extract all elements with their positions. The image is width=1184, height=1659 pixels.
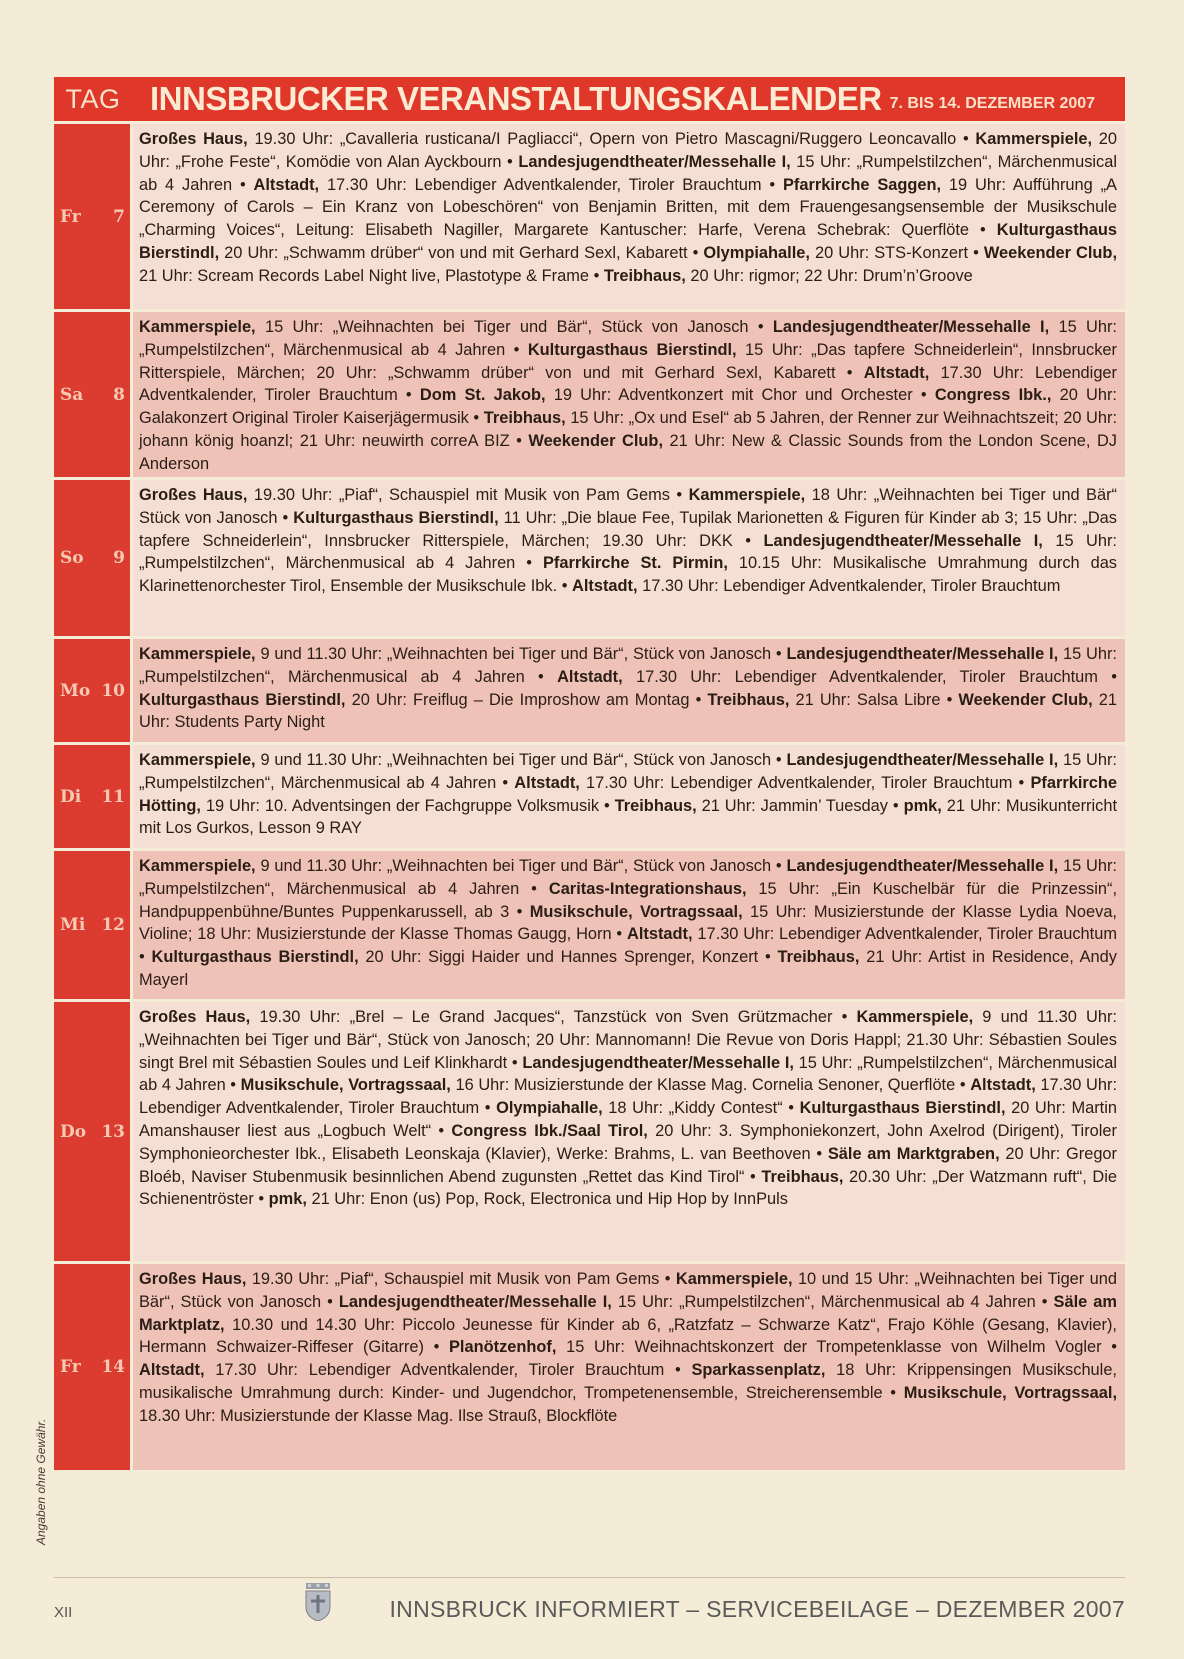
venue-name: Pfarrkirche Hötting, (139, 773, 1117, 815)
day-events (133, 639, 1125, 742)
day-number: 13 (101, 1121, 125, 1142)
event-details: 19 Uhr: Adventkonzert mit Chor und Orchester • (545, 386, 935, 405)
day-number: 8 (113, 384, 125, 405)
day-abbreviation: Di (60, 786, 82, 807)
day-number: 11 (101, 786, 125, 807)
event-details: 15 Uhr: Musizierstunde der Klasse Lydia Noeva, Violine; 18 Uhr: Musizierstunde der Klasse Thomas Gaugg, Horn • (139, 902, 1117, 944)
venue-name: pmk, (268, 1190, 307, 1209)
day-cell (54, 851, 130, 999)
day-row (54, 851, 1125, 999)
disclaimer-note: Angaben ohne Gewähr. (34, 1418, 48, 1545)
venue-name: Altstadt, (253, 175, 320, 194)
venue-name: Dom St. Jakob, (419, 386, 546, 405)
event-details: 19.30 Uhr: „Piaf“, Schauspiel mit Musik von Pam Gems • (247, 486, 689, 504)
venue-name: Kammerspiele, (688, 486, 806, 504)
event-details: 21 Uhr: Artist in Residence, Andy Mayerl (139, 948, 1117, 989)
venue-name: Kammerspiele, (975, 130, 1093, 148)
calendar-header (54, 77, 1125, 121)
event-details: 15 Uhr: „Weihnachten bei Tiger und Bär“, Stück von Janosch • (255, 318, 773, 336)
event-details: 15 Uhr: „Rumpelstilzchen“, Märchenmusical ab 4 Jahren • (139, 152, 1117, 194)
day-number: 9 (113, 548, 125, 568)
venue-name: Großes Haus, (139, 1008, 251, 1026)
venue-name: Kulturgasthaus Bierstindl, (527, 340, 737, 359)
event-details: 9 und 11.30 Uhr: „Weihnachten bei Tiger und Bär“, Stück von Janosch • (255, 751, 787, 769)
day-abbreviation: Fr (60, 1357, 81, 1377)
venue-name: Weekender Club, (528, 431, 663, 450)
event-details: 15 Uhr: „Rumpelstilzchen“, Märchenmusical ab 4 Jahren • (139, 645, 1117, 686)
venue-name: Treibhaus, (777, 948, 860, 967)
day-cell (54, 745, 130, 848)
day-row (54, 480, 1125, 636)
day-number: 7 (113, 206, 125, 227)
tag-column-label: TAG (65, 83, 121, 114)
venue-name: Altstadt, (572, 577, 638, 596)
venue-name: Kammerspiele, (139, 645, 256, 663)
venue-name: Musikschule, Vortragssaal, (903, 1383, 1118, 1402)
venue-name: Treibhaus, (761, 1167, 844, 1186)
venue-name: Kammerspiele, (675, 1270, 793, 1288)
event-details: 18 Uhr: Krippensingen Musikschule, musikalische Umrahmung durch: Kinder- und Jugendchor, Trompetenensemble, Streicherensemble • (139, 1361, 1117, 1402)
event-details: 17.30 Uhr: Lebendiger Adventkalender, Tiroler Brauchtum • (204, 1361, 692, 1380)
event-details: 20 Uhr: Martin Amanshauser liest aus „Logbuch Welt“ • (139, 1099, 1117, 1140)
venue-name: Sparkassenplatz, (691, 1361, 826, 1380)
day-cell (54, 1264, 130, 1470)
event-details: 17.30 Uhr: Lebendiger Adventkalender, Tiroler Brauchtum • (139, 1076, 1117, 1118)
city-crest-icon (303, 1583, 333, 1621)
day-number: 12 (101, 915, 125, 935)
event-details: 21 Uhr: Jammin’ Tuesday • (696, 796, 904, 815)
day-events (133, 745, 1125, 848)
venue-name: Landesjugendtheater/Messehalle I, (786, 645, 1059, 663)
event-details: 15 Uhr: „Rumpelstilzchen“, Märchenmusical ab 4 Jahren • (139, 531, 1117, 573)
venue-name: Kulturgasthaus Bierstindl, (139, 690, 346, 709)
venue-name: Treibhaus, (603, 266, 686, 285)
venue-name: Landesjugendtheater/Messehalle I, (786, 857, 1059, 875)
day-cell (54, 312, 130, 477)
venue-name: Pfarrkirche Saggen, (782, 175, 942, 194)
venue-name: Congress Ibk./Saal Tirol, (451, 1121, 648, 1140)
event-details: 11 Uhr: „Die blaue Fee, Tupilak Marionetten & Figuren für Kinder ab 3; 15 Uhr: „Das tapfere Schneiderlein“, Innsbrucker Ritterspiele, Märchen; 19.30 Uhr: DKK • (139, 508, 1117, 550)
day-cell (54, 124, 130, 309)
event-details: 17.30 Uhr: Lebendiger Adventkalender, Tiroler Brauchtum • (319, 175, 783, 194)
event-details: 20 Uhr: Siggi Haider und Hannes Sprenger, Konzert • (358, 948, 778, 967)
venue-name: Kulturgasthaus Bierstindl, (139, 221, 1117, 262)
event-details: 20 Uhr: rigmor; 22 Uhr: Drum’n’Groove (685, 266, 973, 285)
venue-name: Säle am Marktgraben, (827, 1144, 1000, 1163)
day-cell (54, 1002, 130, 1261)
event-details: 15 Uhr: „Das tapfere Schneiderlein“, Innsbrucker Ritterspiele, Märchen; 20 Uhr: „Schwamm drüber“ von und mit Gerhard Sexl, Kabarett • (139, 340, 1117, 382)
event-details: 10 und 15 Uhr: „Weihnachten bei Tiger und Bär“, Stück von Janosch • (139, 1270, 1117, 1311)
event-details: 9 und 11.30 Uhr: „Weihnachten bei Tiger und Bär“, Stück von Janosch • (255, 645, 787, 663)
day-abbreviation: Sa (60, 384, 84, 405)
event-details: 20 Uhr: Freiflug – Die Improshow am Montag • (345, 690, 708, 709)
day-row (54, 124, 1125, 309)
event-details: 19.30 Uhr: „Cavalleria rusticana/I Pagliacci“, Opern von Pietro Mascagni/Ruggero Leoncavallo • (247, 130, 976, 148)
venue-name: Treibhaus, (614, 796, 697, 815)
venue-name: Kulturgasthaus Bierstindl, (151, 948, 359, 967)
event-details: 15 Uhr: „Ox und Esel“ ab 5 Jahren, der Renner zur Weihnachtszeit; 20 Uhr: johann könig hoanzl; 21 Uhr: neuwirth correA BIZ • (139, 409, 1117, 450)
venue-name: Säle am Marktplatz, (139, 1292, 1117, 1334)
event-details: 20 Uhr: Galakonzert Original Tiroler Kaiserjägermusik • (139, 386, 1117, 428)
venue-name: Kammerspiele, (139, 318, 256, 336)
footer-divider (54, 1577, 1125, 1578)
event-details: 20 Uhr: 3. Symphoniekonzert, John Axelrod (Dirigent), Tiroler Symphonieorchester Ibk., Elisabeth Leonskaja (Klavier), Werke: Brahms, L. van Beethoven • (139, 1121, 1117, 1163)
event-details: 15 Uhr: „Rumpelstilzchen“, Märchenmusical ab 4 Jahren • (139, 318, 1117, 359)
venue-name: Caritas-Integrationshaus, (548, 879, 747, 898)
event-details: 19 Uhr: Aufführung „A Ceremony of Carols – Ein Kranz von Lobeschören“ von Benjamin Britten, mit dem Frauengesangsensemble der Musikschule „Charming Voices“, Leitung: Elisabeth Nagiller, Margarete Kantuscher: Harfe, Verena Schebrak: Querflöte • (139, 175, 1117, 240)
event-details: 18 Uhr: „Weihnachten bei Tiger und Bär“ Stück von Janosch • (139, 486, 1118, 527)
day-abbreviation: Fr (60, 206, 81, 227)
event-details: 15 Uhr: „Rumpelstilzchen“, Märchenmusical ab 4 Jahren • (139, 1053, 1117, 1095)
venue-name: Landesjugendtheater/Messehalle I, (518, 152, 791, 171)
event-details: 17.30 Uhr: Lebendiger Adventkalender, Tiroler Brauchtum • (622, 667, 1118, 686)
venue-name: Landesjugendtheater/Messehalle I, (338, 1292, 612, 1311)
venue-name: pmk, (903, 796, 942, 815)
event-details: 20 Uhr: STS-Konzert • (809, 243, 984, 262)
event-details: 16 Uhr: Musizierstunde der Klasse Mag. Cornelia Senoner, Querflöte • (450, 1076, 971, 1095)
page-number: XII (54, 1604, 73, 1621)
event-details: 15 Uhr: „Rumpelstilzchen“, Märchenmusical ab 4 Jahren • (139, 857, 1117, 898)
event-details: 21 Uhr: Scream Records Label Night live, Plastotype & Frame • (139, 266, 604, 285)
event-details: 15 Uhr: „Ein Kuschelbär für die Prinzessin“, Handpuppenbühne/Buntes Puppenkarussell, ab 3 • (139, 879, 1117, 921)
venue-name: Großes Haus, (139, 486, 248, 504)
event-details: 19.30 Uhr: „Piaf“, Schauspiel mit Musik von Pam Gems • (246, 1270, 676, 1288)
footer-publication-title: INNSBRUCK INFORMIERT – SERVICEBEILAGE – DEZEMBER 2007 (389, 1596, 1125, 1622)
venue-name: Großes Haus, (139, 130, 248, 148)
day-abbreviation: Do (60, 1121, 87, 1142)
day-row (54, 1002, 1125, 1261)
event-details: 17.30 Uhr: Lebendiger Adventkalender, Tiroler Brauchtum • (139, 363, 1118, 405)
venue-name: Landesjugendtheater/Messehalle I, (763, 531, 1043, 550)
calendar-title: INNSBRUCKER VERANSTALTUNGSKALENDER (150, 80, 882, 117)
calendar-date-range: 7. BIS 14. DEZEMBER 2007 (889, 94, 1096, 112)
event-details: 21 Uhr: New & Classic Sounds from the London Scene, DJ Anderson (139, 431, 1117, 473)
venue-name: Treibhaus, (707, 690, 790, 709)
venue-name: Olympiahalle, (703, 243, 810, 262)
venue-name: Altstadt, (139, 1361, 205, 1380)
event-details: 15 Uhr: „Rumpelstilzchen“, Märchenmusical ab 4 Jahren • (139, 751, 1117, 792)
event-details: 20 Uhr: Gregor Bloéb, Naviser Stubenmusik besinnlichen Abend zugunsten „Rettet das Kind Tirol“ • (139, 1144, 1118, 1186)
venue-name: Musikschule, Vortragssaal, (240, 1076, 451, 1095)
day-row (54, 1264, 1125, 1470)
event-details: 21 Uhr: Students Party Night (139, 690, 1117, 732)
event-details: 21 Uhr: Salsa Libre • (789, 690, 959, 709)
venue-name: Landesjugendtheater/Messehalle I, (772, 318, 1050, 336)
event-details: 21 Uhr: Musikunterricht mit Los Gurkos, Lesson 9 RAY (139, 796, 1117, 838)
day-events (133, 1264, 1125, 1470)
day-abbreviation: Mi (60, 915, 86, 935)
venue-name: Weekender Club, (958, 690, 1093, 709)
event-details: 17.30 Uhr: Lebendiger Adventkalender, Tiroler Brauchtum • (139, 925, 1117, 967)
venue-name: Kulturgasthaus Bierstindl, (293, 508, 499, 527)
event-details: 20.30 Uhr: „Der Watzmann ruft“, Die Schienentröster • (139, 1167, 1117, 1209)
day-number: 10 (101, 680, 125, 701)
day-events (133, 480, 1125, 636)
venue-name: Treibhaus, (483, 409, 566, 428)
day-row (54, 312, 1125, 477)
venue-name: Musikschule, Vortragssaal, (529, 902, 743, 921)
event-details: 10.30 und 14.30 Uhr: Piccolo Jeunesse für Kinder ab 6, „Ratzfatz – Schwarze Katz“, Frajo Köhle (Gesang, Klavier), Hermann Schwaizer-Riffeser (Gitarre) • (139, 1315, 1117, 1357)
day-events (133, 312, 1125, 477)
venue-name: Planötzenhof, (449, 1338, 557, 1357)
venue-name: Landesjugendtheater/Messehalle I, (786, 751, 1059, 769)
venue-name: Altstadt, (514, 773, 580, 792)
event-details: 17.30 Uhr: Lebendiger Adventkalender, Tiroler Brauchtum (637, 577, 1061, 596)
venue-name: Kulturgasthaus Bierstindl, (799, 1099, 1006, 1118)
event-details: 18.30 Uhr: Musizierstunde der Klasse Mag. Ilse Strauß, Blockflöte (139, 1406, 618, 1425)
event-details: 9 und 11.30 Uhr: „Weihnachten bei Tiger und Bär“, Stück von Janosch • (255, 857, 787, 875)
event-details: 18 Uhr: „Kiddy Contest“ • (602, 1099, 800, 1118)
venue-name: Kammerspiele, (139, 751, 256, 769)
venue-name: Altstadt, (970, 1076, 1036, 1095)
day-cell (54, 480, 130, 636)
venue-name: Altstadt, (557, 667, 623, 686)
event-details: 20 Uhr: „Frohe Feste“, Komödie von Alan Ayckbourn • (139, 130, 1117, 171)
event-details: 19 Uhr: 10. Adventsingen der Fachgruppe Volksmusik • (200, 796, 615, 815)
day-cell (54, 639, 130, 742)
day-events (133, 1002, 1125, 1261)
venue-name: Pfarrkirche St. Pirmin, (542, 554, 728, 573)
event-details: 20 Uhr: „Schwamm drüber“ von und mit Gerhard Sexl, Kabarett • (219, 243, 704, 262)
venue-name: Congress Ibk., (934, 386, 1052, 405)
day-events (133, 124, 1125, 309)
venue-name: Altstadt, (627, 925, 693, 944)
event-details: 9 und 11.30 Uhr: „Weihnachten bei Tiger und Bär“, Stück von Janosch; 20 Uhr: Mannomann! Die Revue von Doris Happl; 21.30 Uhr: Sébastien Soules singt Brel mit Sébastien Soules und Leif Klinkhardt • (139, 1008, 1117, 1072)
day-events (133, 851, 1125, 999)
venue-name: Großes Haus, (139, 1270, 247, 1288)
venue-name: Kammerspiele, (139, 857, 256, 875)
calendar-rows (54, 124, 1125, 1473)
day-row (54, 639, 1125, 742)
venue-name: Weekender Club, (983, 243, 1117, 262)
event-details: 15 Uhr: „Rumpelstilzchen“, Märchenmusical ab 4 Jahren • (611, 1292, 1054, 1311)
event-details: 10.15 Uhr: Musikalische Umrahmung durch das Klarinettenorchester Tirol, Ensemble der Musikschule Ibk. • (139, 554, 1118, 596)
event-details: 17.30 Uhr: Lebendiger Adventkalender, Tiroler Brauchtum • (579, 773, 1031, 792)
venue-name: Altstadt, (863, 363, 930, 382)
event-details: 21 Uhr: Enon (us) Pop, Rock, Electronica und Hip Hop by InnPuls (306, 1190, 788, 1209)
day-row (54, 745, 1125, 848)
event-details: 15 Uhr: Weihnachtskonzert der Trompetenklasse von Wilhelm Vogler • (556, 1338, 1117, 1357)
day-number: 14 (101, 1357, 125, 1377)
day-abbreviation: So (60, 548, 84, 568)
event-details: 19.30 Uhr: „Brel – Le Grand Jacques“, Tanzstück von Sven Grützmacher • (250, 1008, 857, 1026)
venue-name: Kammerspiele, (856, 1008, 974, 1026)
venue-name: Landesjugendtheater/Messehalle I, (522, 1053, 794, 1072)
day-abbreviation: Mo (60, 680, 91, 701)
venue-name: Olympiahalle, (496, 1099, 603, 1118)
